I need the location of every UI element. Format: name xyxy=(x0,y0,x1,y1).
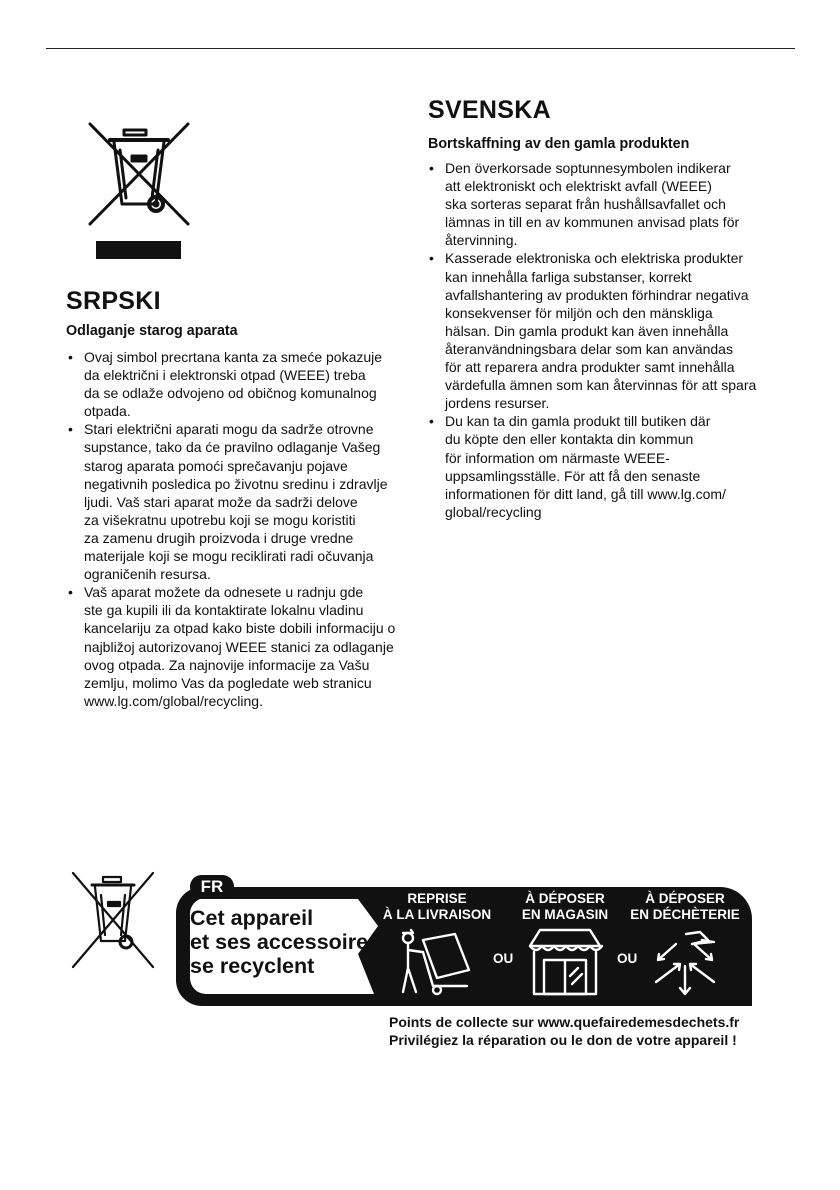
text-line: • Kasserade elektroniska och elektriska produkter xyxy=(445,250,744,267)
option-line: EN MAGASIN xyxy=(521,907,609,922)
or-label: OU xyxy=(493,951,514,966)
option-line: À DÉPOSER xyxy=(525,891,605,906)
list-item xyxy=(428,159,783,249)
text-line: ograničenih resursa. xyxy=(84,566,211,583)
option-decheterie-label xyxy=(625,891,745,923)
text-line: ljudi. Vaš stari aparat može da sadrži delove xyxy=(84,493,358,510)
slogan-line: et ses accessoires xyxy=(190,930,381,954)
or-label: OU xyxy=(617,951,638,966)
svenska-heading: SVENSKA xyxy=(428,96,551,124)
text-line: za zamenu drugih proizvoda i druge vredne xyxy=(84,529,354,546)
text-line: kancelariju za otpad kako biste dobili informaciju o xyxy=(84,620,396,637)
black-bar xyxy=(96,241,181,259)
text-line: starog aparata pomoći sprečavanju pojave xyxy=(84,457,348,474)
text-line: za višekratnu upotrebu koji se mogu koristiti xyxy=(84,511,356,528)
option-line: À DÉPOSER xyxy=(645,891,725,906)
text-line: otpada. xyxy=(84,403,131,420)
crossed-out-bin-icon xyxy=(84,118,192,230)
text-line: najbližoj autorizovanoj WEEE stanici za odlaganje xyxy=(84,638,394,655)
text-line: materijale koji se mogu reciklirati radi očuvanja xyxy=(84,548,374,565)
svenska-bullet-list xyxy=(428,159,783,521)
text-line: för information om närmaste WEEE- xyxy=(445,449,670,466)
text-line: informationen för ditt land, gå till www.lg.com/ xyxy=(445,485,726,502)
srpski-heading: SRPSKI xyxy=(66,287,161,315)
text-line: konsekvenser för miljön och den mänskliga xyxy=(445,304,713,321)
fr-slogan xyxy=(190,906,380,978)
text-line: da električni i elektronski otpad (WEEE) treba xyxy=(84,367,366,384)
svenska-subheading: Bortskaffning av den gamla produkten xyxy=(428,136,690,152)
list-item xyxy=(428,412,783,521)
option-line: REPRISE xyxy=(407,891,467,906)
top-rule xyxy=(46,48,795,49)
option-reprise-label xyxy=(378,891,496,923)
shop-storefront-icon xyxy=(526,926,604,998)
hand-recycle-arrows-icon xyxy=(650,930,720,998)
list-item xyxy=(67,420,417,583)
text-line: du köpte den eller kontakta din kommun xyxy=(445,431,694,448)
text-line: www.lg.com/global/recycling. xyxy=(84,692,263,709)
list-item xyxy=(67,348,417,420)
text-line: • Den överkorsade soptunnesymbolen indikerar xyxy=(445,160,731,176)
text-line: att elektroniskt och elektriskt avfall (WEEE) xyxy=(445,178,712,195)
text-line: ovog otpada. Za najnovije informacije za Vašu xyxy=(84,656,370,673)
text-line: • Vaš aparat možete da odnesete u radnju gde xyxy=(84,584,364,601)
text-line: global/recycling xyxy=(445,503,542,520)
text-line: • Ovaj simbol precrtana kanta za smeće pokazuje xyxy=(84,349,383,365)
option-magasin-label xyxy=(506,891,624,923)
option-line: EN DÉCHÈTERIE xyxy=(630,907,740,922)
list-item xyxy=(428,249,783,412)
text-line: • Stari električni aparati mogu da sadrže otrovne xyxy=(84,421,374,438)
text-line: jordens resurser. xyxy=(445,395,550,412)
text-line: ste ga kupili ili da kontaktirate lokalnu vladinu xyxy=(84,602,364,619)
text-line: för att reparera andra produkter samt innehålla xyxy=(445,359,735,376)
delivery-person-icon xyxy=(397,928,473,998)
fr-footer xyxy=(389,1013,739,1049)
srpski-subheading: Odlaganje starog aparata xyxy=(66,323,238,339)
slogan-line: se recyclent xyxy=(190,954,315,978)
text-line: avfallshantering av produkten förhindrar negativa xyxy=(445,286,749,303)
text-line: återanvändningsbara delar som kan användas xyxy=(445,340,733,357)
text-line: kan innehålla farliga substanser, korrekt xyxy=(445,268,692,285)
slogan-line: Cet appareil xyxy=(190,906,314,930)
srpski-bullet-list xyxy=(67,348,417,710)
text-line: uppsamlingsställe. För att få den senaste xyxy=(445,467,701,484)
text-line: negativnih posledica po životnu sredinu i zdravlje xyxy=(84,475,388,492)
collection-points-text: Points de collecte sur www.quefairedemesdechets.fr xyxy=(389,1014,740,1030)
crossed-out-bin-icon xyxy=(70,870,156,970)
text-line: ska sorteras separat från hushållsavfallet och xyxy=(445,196,726,213)
text-line: värdefulla ämnen som kan återvinnas för att spara xyxy=(445,377,757,394)
repair-advice-text: Privilégiez la réparation ou le don de votre appareil ! xyxy=(389,1032,737,1048)
fr-badge: FR xyxy=(190,875,234,898)
text-line: • Du kan ta din gamla produkt till butiken där xyxy=(445,413,711,430)
text-line: da se odlaže odvojeno od običnog komunalnog xyxy=(84,385,377,402)
text-line: lämnas in till en av kommunen anvisad plats för xyxy=(445,214,740,231)
text-line: supstance, tako da će pravilno odlaganje Vašeg xyxy=(84,439,381,456)
text-line: zemlju, molimo Vas da pogledate web stranicu xyxy=(84,674,372,691)
text-line: hälsan. Din gamla produkt kan även innehålla xyxy=(445,322,729,339)
list-item xyxy=(67,583,417,710)
text-line: återvinning. xyxy=(445,232,518,249)
option-line: À LA LIVRAISON xyxy=(382,907,492,922)
